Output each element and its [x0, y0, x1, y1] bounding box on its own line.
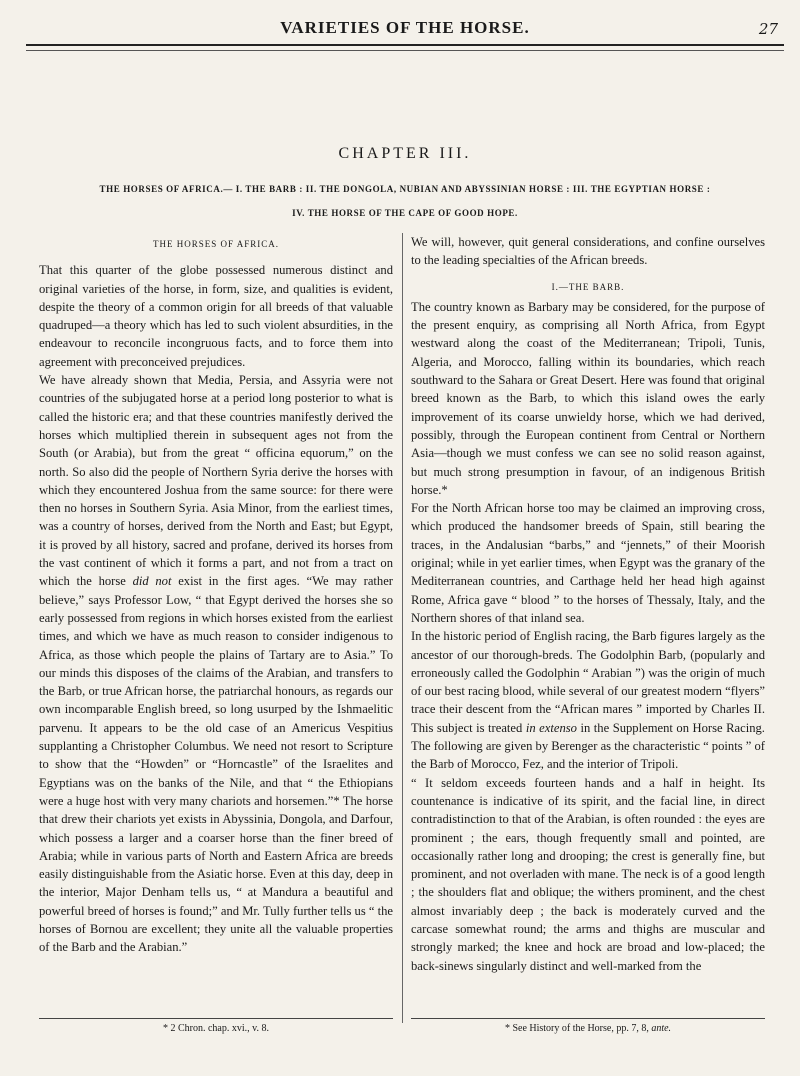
paragraph: In the historic period of English racing, the Barb figures largely as the ancestor of our thorough-breds. The Godolphin Barb, (popularly and erroneously called the Godolphin “ Arabian ”) was the origin of much of our best racing blood, while several of our greatest modern “flyers” trace their descent from the “African mares ” imported by Charles II. This subject is treated in extenso in the Supplement on Horse Racing. The following are given by Berenger as the characteristic “ points ” of the Barb of Morocco, Fez, and the interior of Tripoli.	[411, 629, 765, 772]
section-heading-horses-of-africa: THE HORSES OF AFRICA.	[152, 239, 280, 249]
section-heading-the-barb: I.—THE BARB.	[551, 281, 625, 292]
footnote-left: * 2 Chron. chap. xvi., v. 8.	[162, 1023, 269, 1034]
header-rule	[26, 50, 784, 51]
italic-text: in extenso	[525, 720, 577, 735]
left-column	[39, 233, 393, 957]
paragraph: We have already shown that Media, Persia, and Assyria were not countries of the subjugated horse at a period long posterior to what is called the historic era; and that these countries manifestly derived the horses which multiplied therein in subsequent ages not from the South (or Arabia), but from the great “ officina equorum,” on the north. So also did the people of Northern Syria derive the horses with which they encountered Joshua from the same source: for there were then no horses in Southern Syria. Asia Minor, from the earliest times, was a country of horses, derived from the North and East; but Egypt, it is proved by all history, sacred and profane, derived its horses from the vast continent of which it forms a part, and not from a tract on which the horse did not exist in the first ages. “We may rather believe,” says Professor Low, “ that Egypt derived the horses she so early possessed from regions in which horses existed from the earliest times, and which we have as much reason to consider indigenous to Africa, as those which people the plains of Tartary are to Asia.” To our minds this disposes of the claims of the Arabian, and transfers to the Barb, or true African horse, the patriarchal honours, as regards our own incomparable English breed, so long usurped by the Ishmaelitic parvenu. It appears to be the old case of an Americus Vespitius supplanting a Christopher Columbus. We need not resort to Scripture to show that the “Howden” or “Horncastle” of the Israelites and Egyptians was on the banks of the Nile, and that “ the Ethiopians were a huge host with very many chariots and horsemen.”* The horse that drew their chariots yet exists in Abyssinia, Dongola, and Darfour, which possess a larger and a coarser horse than the finer breed of Arabia; while in various parts of North and Eastern Africa are breeds easily distinguishable from the Asiatic horse. Even at this day, deep in the interior, Major Denham tells us, “ at Mandura a beautiful and powerful breed of horses is found;” and Mr. Tully further tells us “ the horses of Bornou are excellent; they unite all the valuable properties of the Barb and the Arabian.”	[39, 373, 393, 955]
footnote-rule	[39, 1018, 393, 1019]
italic-text: did not	[132, 574, 172, 589]
right-column	[411, 233, 765, 975]
chapter-summary	[26, 177, 784, 225]
footnote-rule	[411, 1018, 765, 1019]
column-divider	[402, 233, 403, 1023]
paragraph: That this quarter of the globe possessed numerous distinct and original varieties of the horse, in form, size, and qualities is evident, despite the theory of a common origin for all breeds of that valuable quadruped—a theory which has led to such violent absurdities, in the endeavour to reconcile incongruous facts, and to force them into agreement with preconceived prejudices.	[39, 263, 393, 369]
paragraph: We will, however, quit general considerations, and confine ourselves to the leading specialties of the African breeds.	[411, 235, 765, 268]
running-head	[26, 14, 784, 46]
chapter-summary-line-2: IV. THE HORSE OF THE CAPE OF GOOD HOPE.	[292, 208, 518, 218]
footnote-right: * See History of the Horse, pp. 7, 8, ante.	[504, 1023, 672, 1034]
paragraph: “ It seldom exceeds fourteen hands and a half in height. Its countenance is indicative of its spirit, and the facial line, in direct contradistinction to that of the Arabian, is often rounded : the eyes are prominent ; the ears, though frequently small and pointed, are occasionally rather long and drooping; the crest is generally fine, but prominent, and not overladen with mane. The neck is of a good length ; the shoulders flat and oblique; the withers prominent, and the chest almost invariably deep ; the back is moderately curved and the carcase somewhat round; the arms and thighs are muscular and strongly marked; the knee and hock are broad and low-placed; the back-sinews singularly distinct and well-marked from the	[411, 775, 765, 973]
paragraph: For the North African horse too may be claimed an improving cross, which produced the handsomer breeds of Spain, still bearing the traces, in the Andalusian “barbs,” and “jennets,” of their Moorish original; while in yet earlier times, when Egypt was the granary of the Mediterranean countries, and Carthage held her head high against Rome, Africa gave “ blood ” to the horses of Thessaly, Italy, and the Northern shores of that inland sea.	[411, 501, 765, 625]
paragraph: The country known as Barbary may be considered, for the purpose of the present enquiry, as comprising all North Africa, from Egypt westward along the coast of the Mediterranean; Tripoli, Tunis, Algeria, and Morocco, falling within its boundaries, which reach southward to the Sahara or Great Desert. Here was found that original breed known as the Barb, to which this island owes the early improvement of its coarse unwieldy horse, which we had derived, possibly, through the European continent from Central or Northern Asia—though we must confess we can see no solid reason against, but much strong presumption in favour, of an indigenous British horse.*	[411, 299, 765, 497]
page-number: 27	[758, 20, 778, 38]
chapter-summary-line-1: THE HORSES OF AFRICA.— I. THE BARB : II. THE DONGOLA, NUBIAN AND ABYSSINIAN HORSE : III. THE EGYPTIAN HORSE :	[99, 184, 711, 194]
chapter-title: CHAPTER III.	[338, 145, 472, 162]
running-title: VARIETIES OF THE HORSE.	[280, 18, 530, 37]
